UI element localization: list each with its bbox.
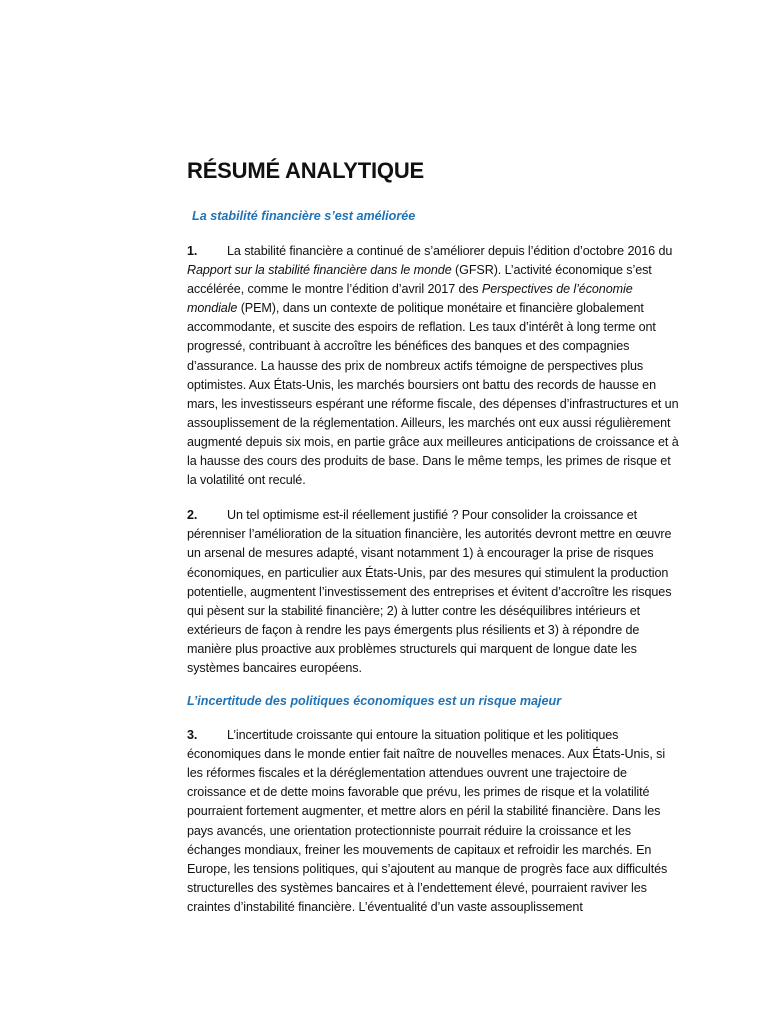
paragraph-2 — [187, 506, 679, 678]
paragraph-3 — [187, 726, 679, 917]
document-page — [187, 155, 679, 917]
paragraph-number: 3. — [187, 728, 198, 743]
section-heading-stability: La stabilité financière s’est améliorée — [192, 209, 416, 223]
paragraph-text: Un tel optimisme est-il réellement justifié ? Pour consolider la croissance et pérenniser l’amélioration de la situation financière, les autorités devront mettre en œuvre un arsenal de mesures adapté, visant notamment 1) à encourager la prise de risques économiques, en particulier aux États-Unis, par des mesures qui stimulent la production potentielle, augmentent l’investissement des entreprises et évitent d’accroître les risques qui pèsent sur la stabilité financière; 2) à lutter contre les déséquilibres intérieurs et extérieurs de façon à rendre les pays émergents plus résilients et 3) à répondre de manière plus proactive aux problèmes structurels qui marquent de longue date les systèmes bancaires européens. — [187, 508, 672, 675]
paragraph-text: (PEM), dans un contexte de politique monétaire et financière globalement accommodante, et suscite des espoirs de reflation. Les taux d’intérêt à long terme ont progressé, contribuant à accroître les bénéfices des banques et des compagnies d’assurance. La hausse des prix de nombreux actifs témoigne de perspectives plus optimistes. Aux États-Unis, les marchés boursiers ont battu des records de hausse en mars, les investisseurs espérant une réforme fiscale, des dépenses d’infrastructures et un assouplissement de la réglementation. Ailleurs, les marchés ont eux aussi régulièrement augmenté depuis six mois, en partie grâce aux meilleures anticipations de croissance et à la hausse des cours des produits de base. Dans le même temps, les primes de risque et la volatilité ont reculé. — [187, 301, 679, 488]
paragraph-number: 1. — [187, 244, 198, 258]
page-title: RÉSUMÉ ANALYTIQUE — [187, 158, 424, 183]
paragraph-number: 2. — [187, 508, 198, 523]
paragraph-text: La stabilité financière a continué de s’améliorer depuis l’édition d’octobre 2016 du — [227, 244, 673, 258]
paragraph-text: (GFSR). L’activité économique s’est accélérée, comme le montre l’édition d’avril 2017 des — [187, 263, 652, 297]
report-title-gfsr: Rapport sur la stabilité financière dans le monde — [187, 263, 452, 278]
report-title-weo: Perspectives de l’économie mondiale — [187, 282, 633, 316]
section-heading-uncertainty: L’incertitude des politiques économiques est un risque majeur — [187, 694, 562, 709]
paragraph-1 — [187, 242, 679, 490]
paragraph-text: L’incertitude croissante qui entoure la situation politique et les politiques économiques dans le monde entier fait naître de nouvelles menaces. Aux États-Unis, si les réformes fiscales et la déréglementation attendues ouvrent une trajectoire de croissance et de dette moins favorable que prévu, les primes de risque et la volatilité pourraient fortement augmenter, et mettre alors en péril la stabilité financière. Dans les pays avancés, une orientation protectionniste pourrait réduire la croissance et les échanges mondiaux, freiner les mouvements de capitaux et refroidir les marchés. En Europe, les tensions politiques, qui s’ajoutent au manque de progrès face aux difficultés structurelles des systèmes bancaires et à l’endettement élevé, pourraient raviver les craintes d’instabilité financière. L’éventualité d’un vaste assouplissement — [187, 728, 668, 914]
